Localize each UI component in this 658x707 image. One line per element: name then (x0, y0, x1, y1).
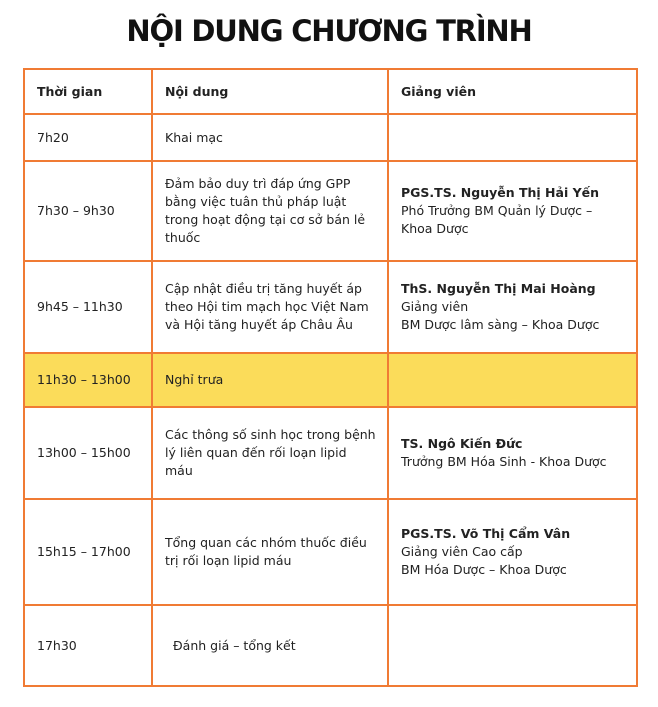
program-table (23, 68, 638, 687)
table-row (24, 499, 637, 605)
row-lecturer (388, 261, 637, 353)
table-row (24, 261, 637, 353)
row-content: Các thông số sinh học trong bệnh lý liên quan đến rối loạn lipid máu (152, 407, 388, 499)
lecturer-name: TS. Ngô Kiến Đức (401, 436, 523, 451)
row-lecturer (388, 407, 637, 499)
lecturer-title: Giảng viên Cao cấp (401, 544, 523, 559)
row-time: 7h30 – 9h30 (24, 161, 152, 261)
lecturer-name: ThS. Nguyễn Thị Mai Hoàng (401, 281, 596, 296)
lecturer-name: PGS.TS. Võ Thị Cẩm Vân (401, 526, 571, 541)
lecturer-title: Giảng viên (401, 299, 469, 314)
row-time: 17h30 (24, 605, 152, 686)
table-header-row (24, 69, 637, 114)
row-content: Tổng quan các nhóm thuốc điều trị rối loạn lipid máu (152, 499, 388, 605)
table-row (24, 605, 637, 686)
row-time: 15h15 – 17h00 (24, 499, 152, 605)
table-row (24, 114, 637, 161)
row-content (152, 605, 388, 686)
lecturer-name: PGS.TS. Nguyễn Thị Hải Yến (401, 185, 600, 200)
header-lecturer: Giảng viên (388, 69, 637, 114)
row-time: 11h30 – 13h00 (24, 353, 152, 407)
row-content: Cập nhật điều trị tăng huyết áp theo Hội tim mạch học Việt Nam và Hội tăng huyết áp Châu Âu (152, 261, 388, 353)
header-time: Thời gian (24, 69, 152, 114)
lecturer-department: Khoa Dược (401, 221, 469, 236)
lecturer-title: Phó Trưởng BM Quản lý Dược – (401, 203, 593, 218)
row-lecturer (388, 605, 637, 686)
row-lecturer (388, 353, 637, 407)
lecturer-title: Trưởng BM Hóa Sinh - Khoa Dược (401, 454, 607, 469)
lecturer-department: BM Hóa Dược – Khoa Dược (401, 562, 567, 577)
row-lecturer (388, 161, 637, 261)
header-content: Nội dung (152, 69, 388, 114)
row-time: 7h20 (24, 114, 152, 161)
row-content: Đảm bảo duy trì đáp ứng GPP bằng việc tuân thủ pháp luật trong hoạt động tại cơ sở bán lẻ thuốc (152, 161, 388, 261)
row-content-text: Đánh giá – tổng kết (173, 637, 296, 653)
row-time: 13h00 – 15h00 (24, 407, 152, 499)
row-content: Khai mạc (152, 114, 388, 161)
row-lecturer (388, 114, 637, 161)
row-time: 9h45 – 11h30 (24, 261, 152, 353)
row-lecturer (388, 499, 637, 605)
table-row (24, 161, 637, 261)
table-row-break (24, 353, 637, 407)
table-row (24, 407, 637, 499)
lecturer-department: BM Dược lâm sàng – Khoa Dược (401, 317, 600, 332)
page-title: NỘI DUNG CHƯƠNG TRÌNH (126, 14, 532, 48)
row-content: Nghỉ trưa (152, 353, 388, 407)
